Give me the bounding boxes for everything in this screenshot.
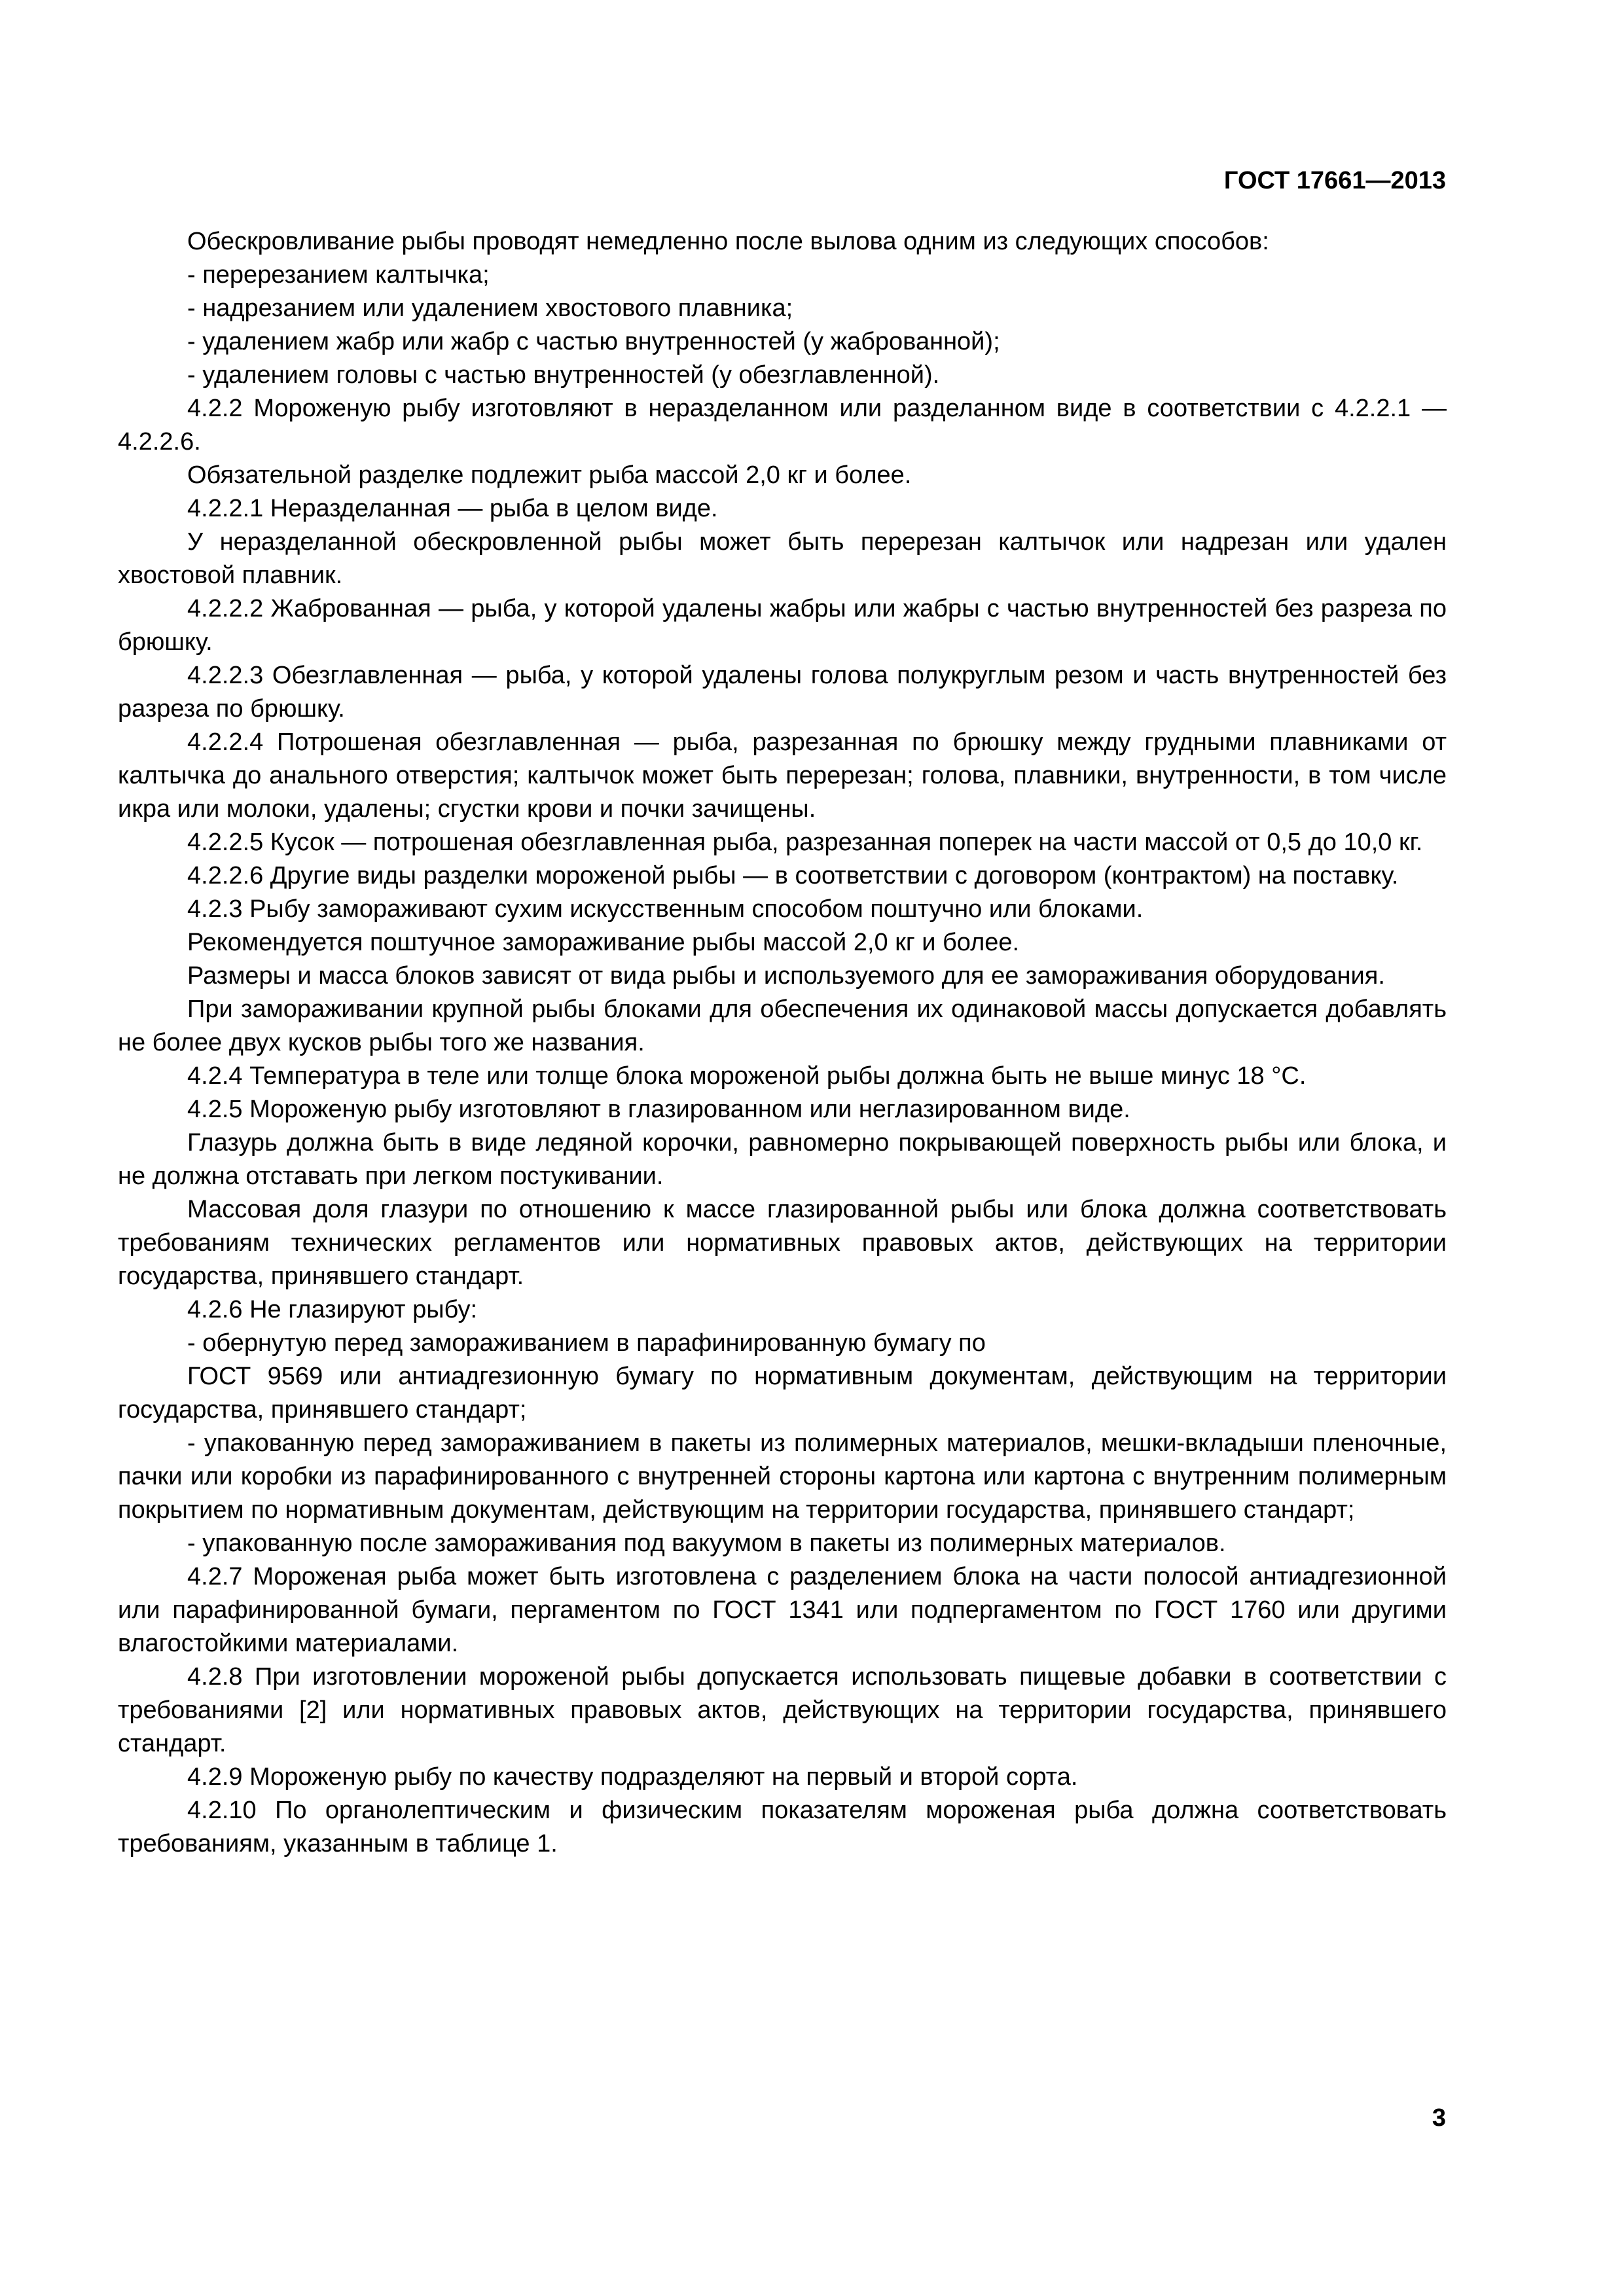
paragraph: - удалением головы с частью внутренностей (у обезглавленной). [187,361,940,389]
paragraph: - упакованную перед замораживанием в пакеты из полимерных материалов, мешки-вкладыши пленочные, пачки или коробки из парафинированного с внутренней стороны картона или картона с внутренним полимерным покрытием по нормативным документам, действующим на территории государства, принявшего стандарт; [118,1429,1447,1524]
paragraph: - перерезанием калтычка; [187,261,490,289]
paragraph: Массовая доля глазури по отношению к массе глазированной рыбы или блока должна соответствовать требованиям технических регламентов или нормативных правовых актов, действующих на территории государства, принявшего стандарт. [118,1196,1447,1290]
paragraph: 4.2.2.1 Неразделанная — рыба в целом виде. [187,495,718,522]
paragraph: Размеры и масса блоков зависят от вида рыбы и используемого для ее замораживания оборудования. [187,962,1385,990]
paragraph: - надрезанием или удалением хвостового плавника; [187,295,793,322]
document-body [118,225,1447,1861]
paragraph: Глазурь должна быть в виде ледяной корочки, равномерно покрывающей поверхность рыбы или блока, и не должна отставать при легком постукивании. [118,1129,1447,1190]
paragraph: 4.2.4 Температура в теле или толще блока мороженой рыбы должна быть не выше минус 18 °С. [187,1062,1307,1090]
paragraph: ГОСТ 9569 или антиадгезионную бумагу по нормативным документам, действующим на территории государства, принявшего стандарт; [118,1363,1447,1424]
paragraph: 4.2.2.3 Обезглавленная — рыба, у которой удалены голова полукруглым резом и часть внутренностей без разреза по брюшку. [118,662,1447,723]
paragraph: 4.2.2.6 Другие виды разделки мороженой рыбы — в соответствии с договором (контрактом) на поставку. [187,862,1399,889]
paragraph: Обязательной разделке подлежит рыба массой 2,0 кг и более. [187,461,912,489]
paragraph: 4.2.7 Мороженая рыба может быть изготовлена с разделением блока на части полосой антиадгезионной или парафинированной бумаги, пергаментом по ГОСТ 1341 или подпергаментом по ГОСТ 1760 или другими влагостойкими материалами. [118,1563,1447,1657]
paragraph: 4.2.8 При изготовлении мороженой рыбы допускается использовать пищевые добавки в соответствии с требованиями [2] или нормативных правовых актов, действующих на территории государства, принявшего стандарт. [118,1663,1447,1757]
paragraph: 4.2.2 Мороженую рыбу изготовляют в неразделанном или разделанном виде в соответствии с 4.2.2.1 — 4.2.2.6. [118,395,1447,456]
paragraph: Обескровливание рыбы проводят немедленно после вылова одним из следующих способов: [187,228,1269,255]
paragraph: 4.2.9 Мороженую рыбу по качеству подразделяют на первый и второй сорта. [187,1763,1078,1791]
page-number: 3 [1432,2104,1446,2132]
paragraph: У неразделанной обескровленной рыбы может быть перерезан калтычок или надрезан или удален хвостовой плавник. [118,528,1447,589]
paragraph: - упакованную после замораживания под вакуумом в пакеты из полимерных материалов. [187,1530,1226,1557]
paragraph: Рекомендуется поштучное замораживание рыбы массой 2,0 кг и более. [187,929,1020,956]
paragraph: - обернутую перед замораживанием в парафинированную бумагу по [187,1329,986,1357]
document-code-header: ГОСТ 17661—2013 [1223,167,1446,194]
paragraph: 4.2.2.4 Потрошеная обезглавленная — рыба, разрезанная по брюшку между грудными плавниками от калтычка до анального отверстия; калтычок может быть перерезан; голова, плавники, внутренности, в том числе икра или молоки, удалены; сгустки крови и почки зачищены. [118,728,1447,823]
paragraph: При замораживании крупной рыбы блоками для обеспечения их одинаковой массы допускается добавлять не более двух кусков рыбы того же названия. [118,996,1447,1056]
paragraph: 4.2.2.2 Жаброванная — рыба, у которой удалены жабры или жабры с частью внутренностей без разреза по брюшку. [118,595,1447,656]
paragraph: 4.2.5 Мороженую рыбу изготовляют в глазированном или неглазированном виде. [187,1096,1130,1123]
paragraph: 4.2.3 Рыбу замораживают сухим искусственным способом поштучно или блоками. [187,895,1144,923]
paragraph: - удалением жабр или жабр с частью внутренностей (у жаброванной); [187,328,1000,355]
paragraph: 4.2.2.5 Кусок — потрошеная обезглавленная рыба, разрезанная поперек на части массой от 0,5 до 10,0 кг. [187,829,1423,856]
paragraph: 4.2.6 Не глазируют рыбу: [187,1296,478,1323]
paragraph: 4.2.10 По органолептическим и физическим показателям мороженая рыба должна соответствовать требованиям, указанным в таблице 1. [118,1797,1447,1857]
